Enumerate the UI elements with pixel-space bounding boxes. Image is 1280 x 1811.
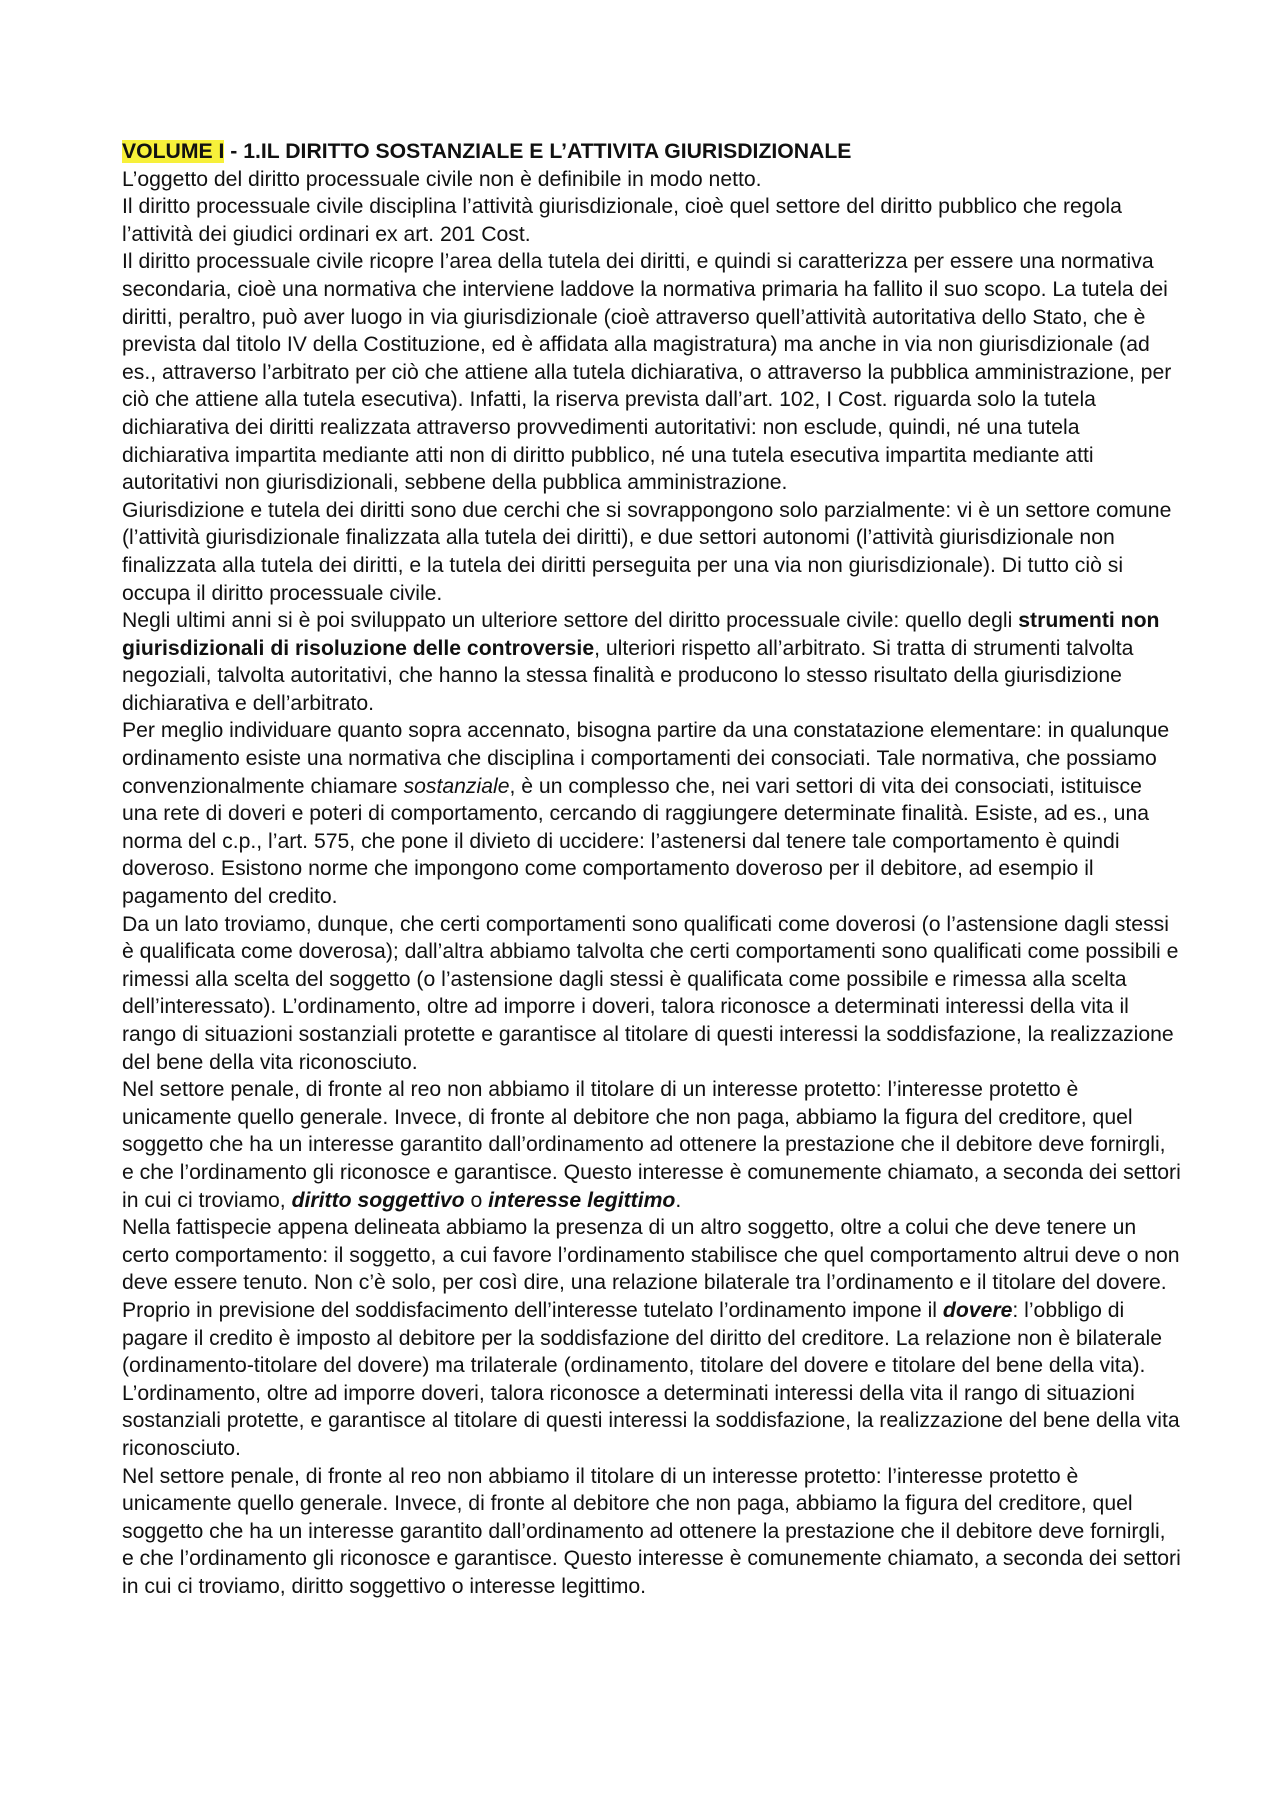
heading-title: - 1.IL DIRITTO SOSTANZIALE E L’ATTIVITA GIURISDIZIONALE — [224, 140, 852, 163]
paragraph-9 — [122, 1214, 1182, 1380]
paragraph-5-text-c: , ulteriori rispetto all’arbitrato. Si tratta di strumenti talvolta negoziali, talvolta autoritativi, che hanno la stessa finalità e producono lo stesso risultato della giurisdizione dichiarativa e dell’arbitrato. — [122, 636, 1134, 715]
volume-highlight: VOLUME I — [122, 140, 225, 163]
paragraph-5 — [122, 607, 1182, 717]
paragraph-10: L’ordinamento, oltre ad imporre doveri, talora riconosce a determinati interessi della vita il rango di situazioni sostanziali protette, e garantisce al titolare di questi interessi la soddisfazione, la realizzazione del bene della vita riconosciuto. — [122, 1381, 1180, 1460]
paragraph-4: Giurisdizione e tutela dei diritti sono due cerchi che si sovrappongono solo parzialmente: vi è un settore comune (l’attività giurisdizionale finalizzata alla tutela dei diritti), e due settori autonomi (l’attività giurisdizionale non finalizzata alla tutela dei diritti, e la tutela dei diritti perseguita per una via non giurisdizionale). Di tutto ciò si occupa il diritto processuale civile. — [122, 498, 1172, 605]
paragraph-9-text-c: : l’obbligo di pagare il credito è imposto al debitore per la soddisfazione del diritto del creditore. La relazione non è bilaterale (ordinamento-titolare del dovere) ma trilaterale (ordinamento, titolare del dovere e titolare del bene della vita). — [122, 1298, 1162, 1378]
paragraph-8-term-2: interesse legittimo — [488, 1188, 676, 1212]
section-heading — [122, 138, 1182, 166]
paragraph-2: Il diritto processuale civile disciplina l’attività giurisdizionale, cioè quel settore del diritto pubblico che regola l’attività dei giudici ordinari ex art. 201 Cost. — [122, 195, 1122, 246]
paragraph-8-text-c: o — [464, 1188, 489, 1212]
paragraph-5-bold: strumenti non giurisdizionali di risoluzione delle controversie — [122, 609, 1160, 660]
paragraph-7: Da un lato troviamo, dunque, che certi comportamenti sono qualificati come doverosi (o l’astensione dagli stessi è qualificata come doverosa); dall’altra abbiamo talvolta che certi comportamenti sono qualificati come possibili e rimessi alla scelta del soggetto (o l’astensione dagli stessi è qualificata come possibile e rimessa alla scelta dell’interessato). L’ordinamento, oltre ad imporre i doveri, talora riconosce a determinati interessi della vita il rango di situazioni sostanziali protette e garantisce al titolare di questi interessi la soddisfazione, la realizzazione del bene della vita riconosciuto. — [122, 912, 1179, 1074]
paragraph-8-text-e: . — [675, 1188, 682, 1212]
paragraph-1: L’oggetto del diritto processuale civile non è definibile in modo netto. — [122, 167, 762, 191]
paragraph-6 — [122, 717, 1182, 910]
paragraph-5-text-a: Negli ultimi anni si è poi sviluppato un ulteriore settore del diritto processuale civile: quello degli — [122, 609, 1019, 633]
paragraph-6-italic: sostanziale — [403, 774, 510, 798]
paragraph-6-text-a: Per meglio individuare quanto sopra accennato, bisogna partire da una constatazione elementare: in qualunque ordinamento esiste una normativa che disciplina i comportamenti dei consociati. Tale normativa, che possiamo convenzionalmente chiamare — [122, 719, 1170, 798]
paragraph-8-text-a: Nel settore penale, di fronte al reo non abbiamo il titolare di un interesse protetto: l’interesse protetto è unicamente quello generale. Invece, di fronte al debitore che non paga, abbiamo la figura del creditore, quel soggetto che ha un interesse garantito dall’ordinamento ad ottenere la prestazione che il debitore deve fornirgli, e che l’ordinamento gli riconosce e garantisce. Questo interesse è comunemente chiamato, a seconda dei settori in cui ci troviamo, — [122, 1078, 1181, 1212]
document-page — [122, 138, 1182, 1600]
paragraph-11: Nel settore penale, di fronte al reo non abbiamo il titolare di un interesse protetto: l’interesse protetto è unicamente quello generale. Invece, di fronte al debitore che non paga, abbiamo la figura del creditore, quel soggetto che ha un interesse garantito dall’ordinamento ad ottenere la prestazione che il debitore deve fornirgli, e che l’ordinamento gli riconosce e garantisce. Questo interesse è comunemente chiamato, a seconda dei settori in cui ci troviamo, diritto soggettivo o interesse legittimo. — [122, 1464, 1181, 1598]
paragraph-9-text-a: Nella fattispecie appena delineata abbiamo la presenza di un altro soggetto, oltre a colui che deve tenere un certo comportamento: il soggetto, a cui favore l’ordinamento stabilisce che quel comportamento altrui deve o non deve essere tenuto. Non c’è solo, per così dire, una relazione bilaterale tra l’ordinamento e il titolare del dovere. Proprio in previsione del soddisfacimento dell’interesse tutelato l’ordinamento impone il — [122, 1216, 1180, 1322]
paragraph-6-text-c: , è un complesso che, nei vari settori di vita dei consociati, istituisce una rete di doveri e poteri di comportamento, cercando di raggiungere determinate finalità. Esiste, ad es., una norma del c.p., l’art. 575, che pone il divieto di uccidere: l’astenersi dal tenere tale comportamento è quindi doveroso. Esistono norme che impongono come comportamento doveroso per il debitore, ad esempio il pagamento del credito. — [122, 774, 1150, 909]
paragraph-8 — [122, 1076, 1182, 1214]
paragraph-9-term: dovere — [942, 1298, 1013, 1322]
paragraph-8-term-1: diritto soggettivo — [291, 1188, 465, 1212]
paragraph-3: Il diritto processuale civile ricopre l’area della tutela dei diritti, e quindi si caratterizza per essere una normativa secondaria, cioè una normativa che interviene laddove la normativa primaria ha fallito il suo scopo. La tutela dei diritti, peraltro, può aver luogo in via giurisdizionale (cioè attraverso quell’attività autoritativa dello Stato, che è prevista dal titolo IV della Costituzione, ed è affidata alla magistratura) ma anche in via non giurisdizionale (ad es., attraverso l’arbitrato per ciò che attiene alla tutela dichiarativa, o attraverso la pubblica amministrazione, per ciò che attiene alla tutela esecutiva). Infatti, la riserva prevista dall’art. 102, I Cost. riguarda solo la tutela dichiarativa dei diritti realizzata attraverso provvedimenti autoritativi: non esclude, quindi, né una tutela dichiarativa impartita mediante atti non di diritto pubblico, né una tutela esecutiva impartita mediante atti autoritativi non giurisdizionali, sebbene della pubblica amministrazione. — [122, 250, 1172, 495]
